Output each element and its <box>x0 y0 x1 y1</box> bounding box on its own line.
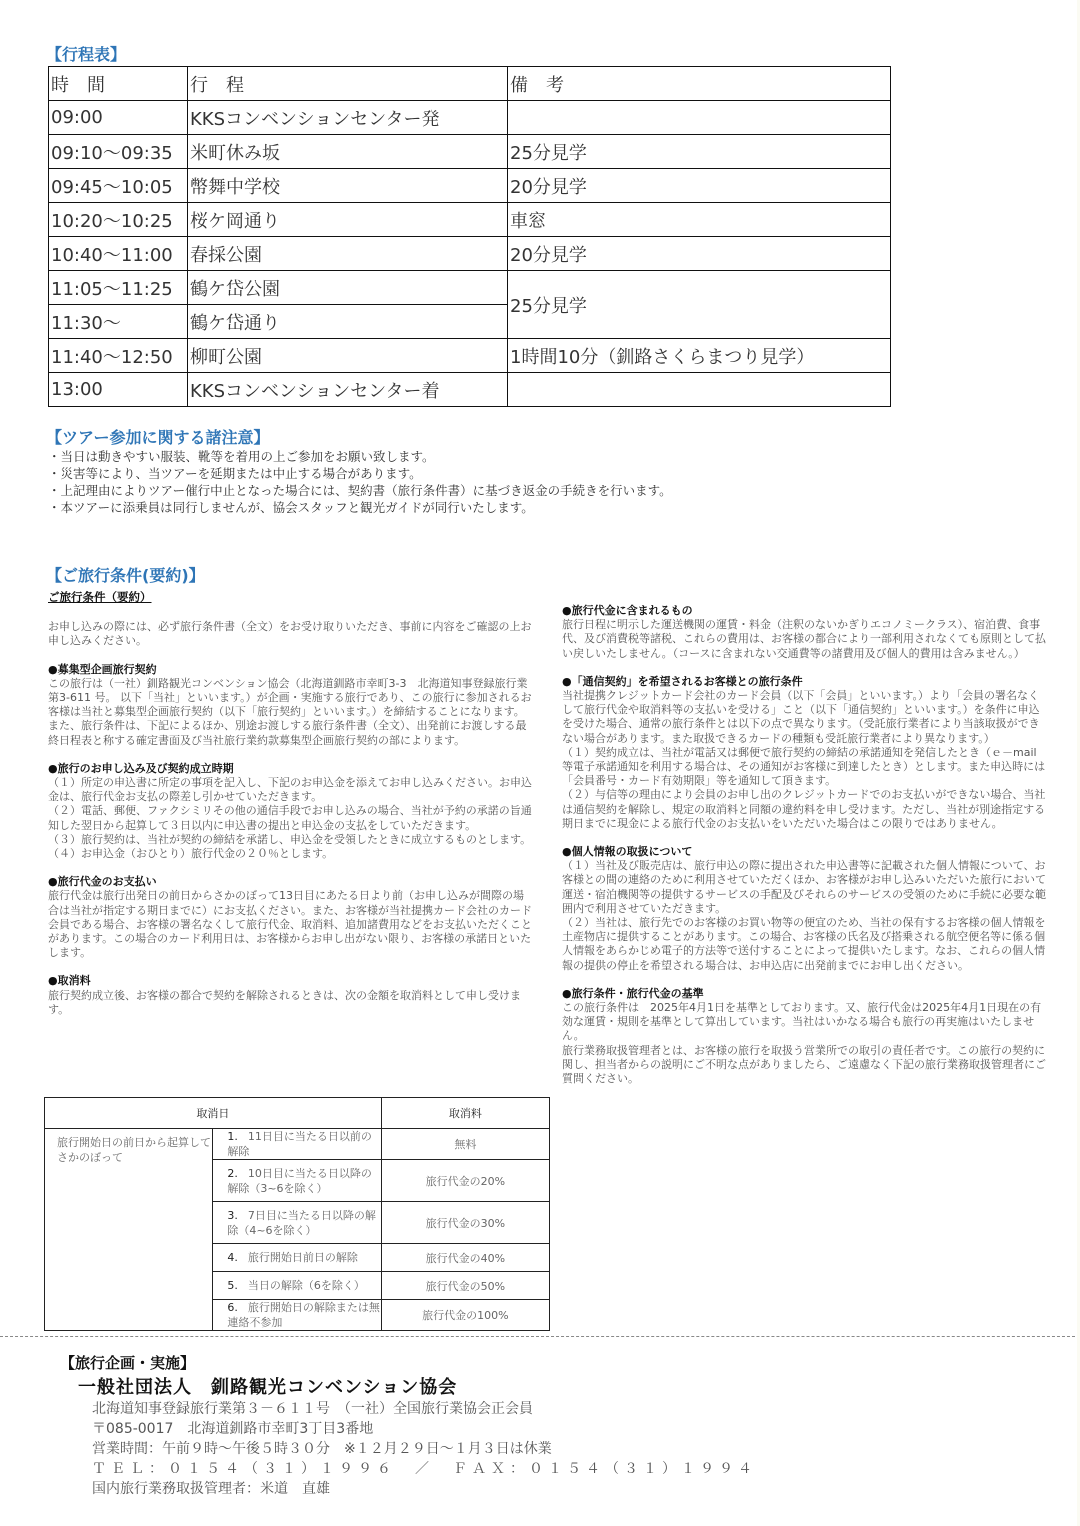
row-place: 春採公園 <box>188 237 508 271</box>
row-note: 20分見学 <box>508 169 891 203</box>
cancel-fee: 旅行代金の30% <box>381 1202 549 1244</box>
header-route: 行 程 <box>188 67 508 101</box>
note-item: ・当日は動きやすい服装、靴等を着用の上ご参加をお願い致します。 <box>48 449 435 464</box>
section-body: 旅行日程に明示した運送機関の運賃・料金（注釈のないかぎりエコノミークラス）、宿泊費、食事代、及び消費税等諸税、これらの費用は、お客様の都合により一部利用されなくても原則として払い戻しいたしません。（コースに含まれない交通費等の諸費用及び個人的費用は含みません。） <box>562 618 1046 660</box>
row-place: KKSコンベンションセンター着 <box>188 373 508 407</box>
row-time: 13:00 <box>49 373 188 407</box>
section-body: （１）所定の申込書に所定の事項を記入し、下記のお申込金を添えてお申し込みください。お申込金は、旅行代金お支払の際差し引かせていただきます。 <box>48 776 532 804</box>
section-heading: ●旅行のお申し込み及び契約成立時期 <box>48 761 234 775</box>
cancellation-fee-table <box>44 1097 550 1331</box>
notes-list <box>48 448 672 516</box>
row-time: 11:05～11:25 <box>49 271 188 305</box>
business-hours-line: 営業時間：午前９時～午後５時３０分 ※１２月２９日～１月３日は休業 <box>92 1441 552 1457</box>
cancel-desc-text: 旅行開始日前日の解除 <box>247 1251 358 1264</box>
cancel-fee: 旅行代金の20% <box>381 1160 549 1202</box>
section-heading: ●募集型企画旅行契約 <box>48 662 157 676</box>
conditions-title: 【ご旅行条件(要約)】 <box>46 566 205 585</box>
cancel-header-row <box>45 1098 550 1129</box>
conditions-left-column <box>48 590 533 1017</box>
section-body: 当社提携クレジットカード会社のカード会員（以下「会員」といいます。）より「会員の署名なくして旅行代金や取消料等の支払いを受ける」こと（以下「通信契約」といいます。）を条件に申込を受けた場合、通常の旅行条件とは以下の点で異なります。（受託旅行業者により当該取扱ができない場合があります。また取扱できるカードの種類も受託旅行業者により異なります。） <box>562 689 1040 745</box>
row-note <box>508 373 891 407</box>
manager-line: 国内旅行業務取扱管理者：米道 直雄 <box>92 1481 330 1497</box>
row-place: 鶴ケ岱公園 <box>188 271 508 305</box>
cancel-num: 2. <box>227 1166 238 1180</box>
row-place: 柳町公園 <box>188 339 508 373</box>
section-body: （２）電話、郵便、ファクシミリその他の通信手段でお申し込みの場合、当社が予約の承諾の旨通知した翌日から起算して３日以内に申込書の提出と申込金の支払をしていただきます。 <box>48 804 532 832</box>
row-note: 車窓 <box>508 203 891 237</box>
itinerary-row <box>49 169 891 203</box>
section-heading: ●旅行代金のお支払い <box>48 875 157 889</box>
header-notes: 備 考 <box>508 67 891 101</box>
section-body: （２）与信等の理由により会員のお申し出のクレジットカードでのお支払いができない場合、当社は通信契約を解除し、規定の取消料と同額の違約料を申し受けます。ただし、当社が別途指定する期日までに現金による旅行代金のお支払いをいただいた場合はこの限りではありません。 <box>562 788 1046 830</box>
itinerary-row <box>49 203 891 237</box>
organization-name: 一般社団法人 釧路観光コンベンション協会 <box>78 1377 458 1398</box>
section-body: この旅行は（一社）釧路観光コンベンション協会（北海道釧路市幸町3-3 北海道知事登録旅行業第3-611 号。 以下「当社」といいます。）が企画・実施する旅行であり、この旅行に参加されるお客様は当社と募集型企画旅行契約（以下「旅行契約」といいます。）を締結することになります。また、旅行条件は、下記によるほか、別途お渡しする旅行条件書（全文）、出発前にお渡しする最終日程表と称する確定書面及び当社旅行業約款募集型企画旅行契約の部によります。 <box>48 676 532 747</box>
row-place: 米町休み坂 <box>188 135 508 169</box>
conditions-intro: お申し込みの際には、必ず旅行条件書（全文）をお受け取りいただき、事前に内容をご確認の上お申し込みください。 <box>48 620 532 648</box>
section-body: 旅行契約成立後、お客様の都合で契約を解除されるときは、次の金額を取消料として申し受けます。 <box>48 988 521 1016</box>
section-body: （４）お申込金（おひとり）旅行代金の２０％とします。 <box>48 847 334 861</box>
row-time: 11:30～ <box>49 305 188 339</box>
header-cancel-fee: 取消料 <box>381 1098 549 1129</box>
row-time: 10:40～11:00 <box>49 237 188 271</box>
dashed-divider <box>0 1336 1080 1337</box>
tel-fax-line: ＴＥＬ：０１５４（３１）１９９６ ／ ＦＡＸ：０１５４（３１）１９９４ <box>92 1461 757 1477</box>
footer-title: 【旅行企画・実施】 <box>60 1354 196 1372</box>
section-heading: ●旅行条件・旅行代金の基準 <box>562 986 704 1000</box>
cancel-num: 3. <box>227 1208 238 1222</box>
row-time: 09:45～10:05 <box>49 169 188 203</box>
section-body: （２）当社は、旅行先でのお客様のお買い物等の便宜のため、当社の保有するお客様の個人情報を土産物店に提供することがあります。この場合、お客様の氏名及び搭乗される航空便名等に係る個人情報をあらかじめ電子的方法等で送付することによって提供いたします。なお、これらの個人情報の提供の停止を希望される場合は、お申込店に出発前までにお申し出ください。 <box>562 916 1046 972</box>
section-body: （１）契約成立は、当社が電話又は郵便で旅行契約の締結の承諾通知を発信したとき（ｅ－mail等電子承諾通知を利用する場合は、その通知がお客様に到達したとき）とします。また申込時には「会員番号・カード有効期限」等を通知して頂きます。 <box>562 745 1046 788</box>
cancel-desc-text: 11日目に当たる日以前の解除 <box>227 1130 372 1158</box>
section-body: 旅行代金は旅行出発日の前日からさかのぼって13日目にあたる日より前（お申し込みが間際の場合は当社が指定する期日までに）にお支払ください。また、お客様が当社提携カード会社のカード会員である場合、お客様の署名なくして旅行代金、取消料、追加諸費用などをお支払いただくことがあります。この場合のカード利用日は、お客様からお申し出がない限り、お客様の承諾日といたします。 <box>48 889 532 960</box>
itinerary-row <box>49 373 891 407</box>
cancel-desc <box>213 1300 381 1331</box>
section-body: この旅行条件は 2025年4月1日を基準としております。又、旅行代金は2025年4月1日現在の有効な運賃・規則を基準として算出しています。当社はいかなる場合も旅行の再実施はいたしません。 <box>562 1001 1042 1043</box>
conditions-right-column <box>562 604 1047 1086</box>
row-time: 11:40～12:50 <box>49 339 188 373</box>
cancel-desc-text: 当日の解除（6を除く） <box>247 1279 365 1292</box>
row-time: 09:10～09:35 <box>49 135 188 169</box>
section-heading: ●「通信契約」を希望されるお客様との旅行条件 <box>562 674 803 688</box>
section-body: （１）当社及び販売店は、旅行申込の際に提出された申込書等に記載された個人情報について、お客様との間の連絡のために利用させていただくほか、お客様がお申し込みいただいた旅行において運送・宿泊機関等の提供するサービスの手配及びそれらのサービスの受領のために手続に必要な範囲内で利用させていただきます。 <box>562 859 1046 915</box>
cancel-side-label: 旅行開始日の前日から起算してさかのぼって <box>45 1129 213 1331</box>
cancel-desc <box>213 1272 381 1300</box>
itinerary-title: 【行程表】 <box>46 45 127 64</box>
cancel-fee: 旅行代金の100% <box>381 1300 549 1331</box>
section-heading: ●個人情報の取扱について <box>562 845 693 859</box>
row-place: 幣舞中学校 <box>188 169 508 203</box>
cancel-num: 4. <box>227 1251 238 1264</box>
section-heading: ●取消料 <box>48 974 91 988</box>
section-body: 旅行業務取扱管理者とは、お客様の旅行を取扱う営業所での取引の責任者です。この旅行の契約に関し、担当者からの説明にご不明な点がありましたら、ご遠慮なく下記の旅行業務取扱管理者にご質問ください。 <box>562 1043 1046 1086</box>
registration-line: 北海道知事登録旅行業第３－６１１号 （一社）全国旅行業協会正会員 <box>92 1401 533 1417</box>
cancel-desc <box>213 1160 381 1202</box>
notes-title: 【ツアー参加に関する諸注意】 <box>46 428 270 447</box>
row-place: 桜ケ岡通り <box>188 203 508 237</box>
cancel-desc <box>213 1129 381 1160</box>
itinerary-row <box>49 135 891 169</box>
cancel-num: 5. <box>227 1279 238 1292</box>
note-item: ・上記理由によりツアー催行中止となった場合には、契約書（旅行条件書）に基づき返金の手続きを行います。 <box>48 483 672 498</box>
cancel-desc-text: 7日目に当たる日以降の解除（4~6を除く） <box>227 1208 376 1237</box>
itinerary-row <box>49 339 891 373</box>
cancel-num: 6. <box>227 1301 238 1314</box>
cancel-fee: 旅行代金の40% <box>381 1244 549 1272</box>
header-cancel-date: 取消日 <box>45 1098 382 1129</box>
cancel-desc-text: 10日目に当たる日以降の解除（3~6を除く） <box>227 1166 372 1195</box>
cancel-desc <box>213 1202 381 1244</box>
itinerary-header-row <box>49 67 891 101</box>
itinerary-table <box>48 66 891 407</box>
section-heading: ●旅行代金に含まれるもの <box>562 604 693 617</box>
row-note: 25分見学 <box>508 271 891 339</box>
row-time: 09:00 <box>49 101 188 135</box>
row-time: 10:20～10:25 <box>49 203 188 237</box>
row-note: 20分見学 <box>508 237 891 271</box>
cancel-desc <box>213 1244 381 1272</box>
itinerary-row <box>49 237 891 271</box>
cancel-fee: 無料 <box>381 1129 549 1160</box>
row-place: KKSコンベンションセンター発 <box>188 101 508 135</box>
itinerary-row <box>49 271 891 305</box>
header-time: 時 間 <box>49 67 188 101</box>
cancel-row <box>45 1129 550 1160</box>
note-item: ・災害等により、当ツアーを延期または中止する場合があります。 <box>48 466 422 481</box>
itinerary-row <box>49 101 891 135</box>
row-note <box>508 101 891 135</box>
row-note: 25分見学 <box>508 135 891 169</box>
row-place: 鶴ケ岱通り <box>188 305 508 339</box>
organizer-footer <box>60 1352 757 1499</box>
cancel-fee: 旅行代金の50% <box>381 1272 549 1300</box>
row-note: 1時間10分（釧路さくらまつり見学） <box>508 339 891 373</box>
conditions-subtitle: ご旅行条件（要約） <box>48 590 152 604</box>
section-body: （３）旅行契約は、当社が契約の締結を承諾し、申込金を受領したときに成立するものとします。 <box>48 832 532 846</box>
cancel-desc-text: 旅行開始日の解除または無連絡不参加 <box>227 1301 380 1329</box>
note-item: ・本ツアーに添乗員は同行しませんが、協会スタッフと観光ガイドが同行いたします。 <box>48 500 534 515</box>
cancel-num: 1. <box>227 1130 238 1143</box>
address-line: 〒085-0017 北海道釧路市幸町3丁目3番地 <box>92 1421 374 1437</box>
